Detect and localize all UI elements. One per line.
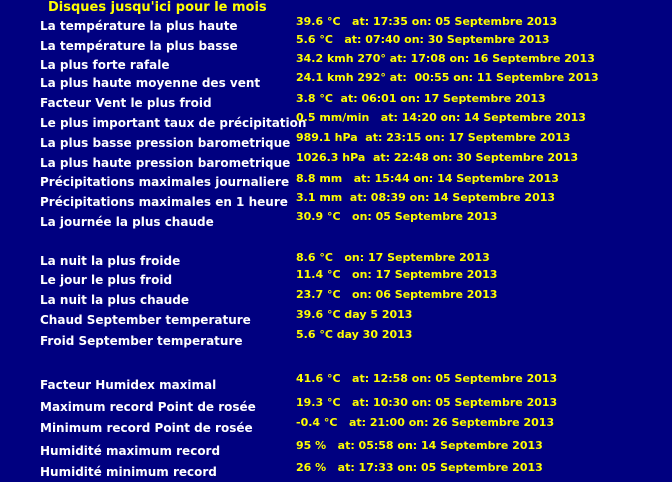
record-label: La plus basse pression barometrique — [40, 136, 291, 150]
record-label: Chaud September temperature — [40, 313, 251, 327]
record-label: Froid September temperature — [40, 334, 243, 348]
record-label: Précipitations maximales en 1 heure — [40, 195, 288, 209]
record-label: Le plus important taux de précipitation — [40, 116, 307, 130]
record-label: La journée la plus chaude — [40, 215, 214, 229]
record-row — [0, 461, 672, 482]
record-label: Facteur Vent le plus froid — [40, 96, 212, 110]
record-row — [0, 439, 672, 461]
record-value: 989.1 hPa at: 23:15 on: 17 Septembre 2013 — [296, 131, 571, 144]
record-label: Humidité minimum record — [40, 465, 217, 479]
record-label: Humidité maximum record — [40, 444, 221, 458]
record-row — [0, 328, 672, 351]
record-value: 1026.3 hPa at: 22:48 on: 30 Septembre 2013 — [296, 151, 579, 164]
record-value: 30.9 °C on: 05 Septembre 2013 — [296, 210, 498, 223]
record-value: 0.5 mm/min at: 14:20 on: 14 Septembre 2013 — [296, 111, 586, 124]
record-value: 8.6 °C on: 17 Septembre 2013 — [296, 251, 490, 264]
record-row — [0, 151, 672, 173]
record-label: La plus haute pression barometrique — [40, 156, 291, 170]
record-label: La température la plus basse — [40, 39, 238, 53]
record-label: Précipitations maximales journaliere — [40, 175, 290, 189]
record-label: La nuit la plus chaude — [40, 293, 190, 307]
record-value: 19.3 °C at: 10:30 on: 05 Septembre 2013 — [296, 396, 558, 409]
record-value: 8.8 mm at: 15:44 on: 14 Septembre 2013 — [296, 172, 559, 185]
record-value: 26 % at: 17:33 on: 05 Septembre 2013 — [296, 461, 543, 474]
record-label: La plus forte rafale — [40, 58, 170, 72]
record-row — [0, 210, 672, 232]
record-row — [0, 174, 672, 192]
record-label: Maximum record Point de rosée — [40, 400, 256, 414]
record-value: 11.4 °C on: 17 Septembre 2013 — [296, 268, 498, 281]
page-title: Disques jusqu'ici pour le mois — [48, 0, 267, 15]
record-label: La température la plus haute — [40, 19, 238, 33]
record-value: 3.8 °C at: 06:01 on: 17 Septembre 2013 — [296, 92, 546, 105]
record-value: 34.2 kmh 270° at: 17:08 on: 16 Septembre 2013 — [296, 52, 595, 65]
record-label: Le jour le plus froid — [40, 273, 173, 287]
record-value: 24.1 kmh 292° at: 00:55 on: 11 Septembre 2013 — [296, 71, 599, 84]
record-label: Facteur Humidex maximal — [40, 378, 217, 392]
record-value: 95 % at: 05:58 on: 14 Septembre 2013 — [296, 439, 543, 452]
record-value: 5.6 °C day 30 2013 — [296, 328, 413, 341]
record-row — [0, 416, 672, 438]
record-row — [0, 396, 672, 417]
record-label: Minimum record Point de rosée — [40, 421, 253, 435]
record-value: 39.6 °C at: 17:35 on: 05 Septembre 2013 — [296, 15, 558, 28]
record-row — [0, 71, 672, 93]
record-label: La nuit la plus froide — [40, 254, 181, 268]
record-value: 41.6 °C at: 12:58 on: 05 Septembre 2013 — [296, 372, 558, 385]
record-value: 23.7 °C on: 06 Septembre 2013 — [296, 288, 498, 301]
record-value: -0.4 °C at: 21:00 on: 26 Septembre 2013 — [296, 416, 555, 429]
record-label: La plus haute moyenne des vent — [40, 76, 261, 90]
record-value: 39.6 °C day 5 2013 — [296, 308, 413, 321]
record-value: 3.1 mm at: 08:39 on: 14 Septembre 2013 — [296, 191, 556, 204]
record-row — [0, 372, 672, 395]
record-value: 5.6 °C at: 07:40 on: 30 Septembre 2013 — [296, 33, 550, 46]
